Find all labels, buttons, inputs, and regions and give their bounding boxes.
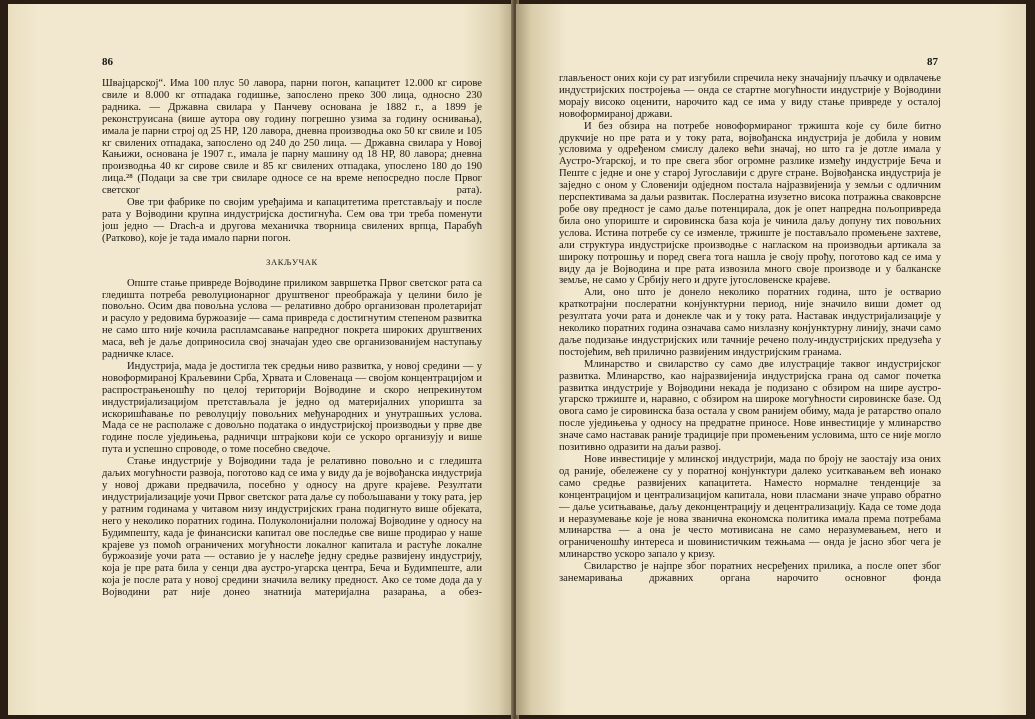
paragraph: Али, оно што је донело неколико поратних година, што је остварио краткотрајни послератни конјунктурни период, није значило виши домет од резултата уочи рата и донекле чак и у току рата. Наставак индустријализације у неколико поратних година означава само низлазну конјунктурну линију, значи само даље подизање индустријских или тачније речено полу-индустријских предузећа у постојећим, већ прилично развијеним индустријским гранама. — [559, 287, 941, 358]
paragraph: Млинарство и свиларство су само две илустрације таквог индустријског развитка. Млинарство, као најразвијенија индустријска грана од самог почетка развитка индустрије у Војводини некада је подизано с обзиром на шире аустро-угарско тржиште и, наравно, с обзиром на широке могућности сировинске базе. Од овога само је сировинска база остала у свом ранијем обиму, мада је ратарство опало после уједињења у односу на предратне приносе. Нове инвестиције у млинарство значе само наставак раније традиције при промењеним условима, што се није могло позитивно одразити на даљи развој. — [559, 358, 941, 454]
paragraph: Ове три фабрике по својим уређајима и капацитетима претстављају и после рата у Војводини крупна индустријска достигнућа. Сем ова три треба поменути још једно — Drach-a и другова механичка творница свилених врпца, Парабућ (Ратково), које је тада имало парни погон. — [102, 197, 482, 244]
right-page-text — [559, 73, 941, 585]
page-number-right: 87 — [927, 56, 938, 68]
section-heading: ЗАКЉУЧАК — [266, 256, 318, 267]
paragraph: Опште стање привреде Војводине приликом завршетка Првог светског рата са гледишта потреба револуционарног друштвеног преображаја у целини било је повољно. Осим два повољна услова — релативно добро организован пролетаријат и расуло у редовима буржоазије — сама привреда с достигнутим степеном развитка не само што није кочила распламсавање напредног покрета широких друштвених маса, већ је даље доприносила свој значајан удео све организованијем наступању радничке класе. — [102, 277, 482, 361]
paragraph: глављеност оних који су рат изгубили спречила неку значајнију пљачку и одвлачење индустријских постројења — онда се стартне могућности индустрије у Војводини морају високо оценити, нарочито кад се има у виду стање привреде у осталој новоформираној држави. — [559, 73, 941, 120]
right-page — [516, 4, 1026, 715]
left-page-text — [102, 78, 482, 599]
paragraph: Швајцарској“. Има 100 плус 50 лавора, парни погон, капацитет 12.000 кг сирове свиле и 8.000 кг отпадака годишње, запослено преко 300 лица, односно 230 радника. — Државна свилара у Панчеву основана је 1882 г., а 1899 је реконструисана (више аутора ову годину погрешно узима за годину оснивања), имала је парни строј од 25 НР, 120 лавора, дневна производња око 50 кг свиле и 105 кг свилених отпадака, запослено од 240 до 250 лица. — Државна свилара у Новој Кањижи, основана је 1907 г., имала је парну машину од 18 НР, 80 лавора; дневна производња 40 кг сирове свиле и 85 кг свилених отпадака, упослено 180 до 190 лица.²⁸ (Подаци за све три свиларе односе се на време непосредно после Првог светског рата). — [102, 78, 482, 197]
left-page — [8, 4, 513, 715]
paragraph: Нове инвестиције у млинској индустрији, мада по броју не заостају иза оних од раније, обележене су у поратној конјунктури далеко уситкавањем већ ионако само средње развијених капацитета. Наместо нормалне тенденције за концентрацијом и централизацијом капитала, нови пласмани значе управо обратно — даље уситњавање, даљу деконцентрацију и децентрализацију. Када се томе дода и неразумевање које је нова званична економска политика имала према потребама млинарства — а она је често мотивисана не само неразумевањем, него и ограниченошћу интереса и шовинистичким тежњама — онда је јасно због чега је млинарство ускоро запало у кризу. — [559, 454, 941, 561]
page-number-left: 86 — [102, 56, 113, 68]
paragraph: Индустрија, мада је достигла тек средњи ниво развитка, у новој средини — у новоформираној Краљевини Срба, Хрвата и Словенаца — својом концентрацијом и распрострањеношћу по целој територији Војводине и скоро непрекинутом индустријализацијом претстављала је једно од материјалних упоришта за искоришћавање по револуцију повољних међународних и унутрашњих услова. Мада се не располаже с довољно података о индустријској производњи у прве две године после уједињења, радничци штрајкови који се ускоро организују и више пута и успешно спроводе, о томе посебно сведоче. — [102, 360, 482, 456]
paragraph: Свиларство је најпре због поратних несређених прилика, а после опет због занемаривања државних органа нарочито основног фонда — [559, 561, 941, 585]
paragraph: И без обзира на потребе новоформираног тржишта које су биле битно друкчије но пре рата и у току рата, војвођанска индустрија је добила у новим условима у одређеном смислу далеко већи значај, но што га је дотле имала у Аустро-Угарској, и то пре свега због огромне разлике између индустрије Беча и Пеште с једне и оне у старој Југославији с друге стране. Војвођанска индустрија је заједно с оном у Словенији одједном постала најразвијенија у земљи с одличним перспективама за даљи развитак. Послератна изузетно висока потражња сваковрсне робе ову предност је само даље потенцирала, док је опет напредна пољопривреда била оно упориште и сировинска база која је чинила даљу допуну тих повољних услова. Истина потребе су се изменле, тржиште је постављало промењене захтеве, али структура индустријске производње с нагласком на производњи артикала за широку потрошњу и поред свега тога нашла је своју прођу, поготово кад се има у виду да је Војводина и пре рата извозила много своје производе и у балканске земље, не само у Србију него и друге југословенске крајеве. — [559, 120, 941, 287]
paragraph: Стање индустрије у Војводини тада је релативно повољно и с гледишта даљих могућности развоја, поготово кад се има у виду да је војвођанска индустрија у новој држави предвачила, посебно у односу на друге крајеве. Резултати индустријализације уочи Првог светског рата даље су побољшавани у току рата, јер у ратним годинама у читавом низу индустријских грана подигнуто више објеката, него у неколико поратних година. Полуколонијални положај Војводине у односу на Будимпешту, када је финансиски капитал ове последње све више продирао у наше крајеве уз помоћ ограничених могућности локалног капитала и растуће локалне буржоазије уочи рата — оставио је у наслеђе једну средње развијену индустрију, која је пре рата била у сенци два аустро-угарска центра, Беча и Будимпеште, али која је после рата у новој средини значила велику предност. Ако се томе дода да у Војводини рат није донео знатнија материјална разарања, а обез- — [102, 456, 482, 599]
